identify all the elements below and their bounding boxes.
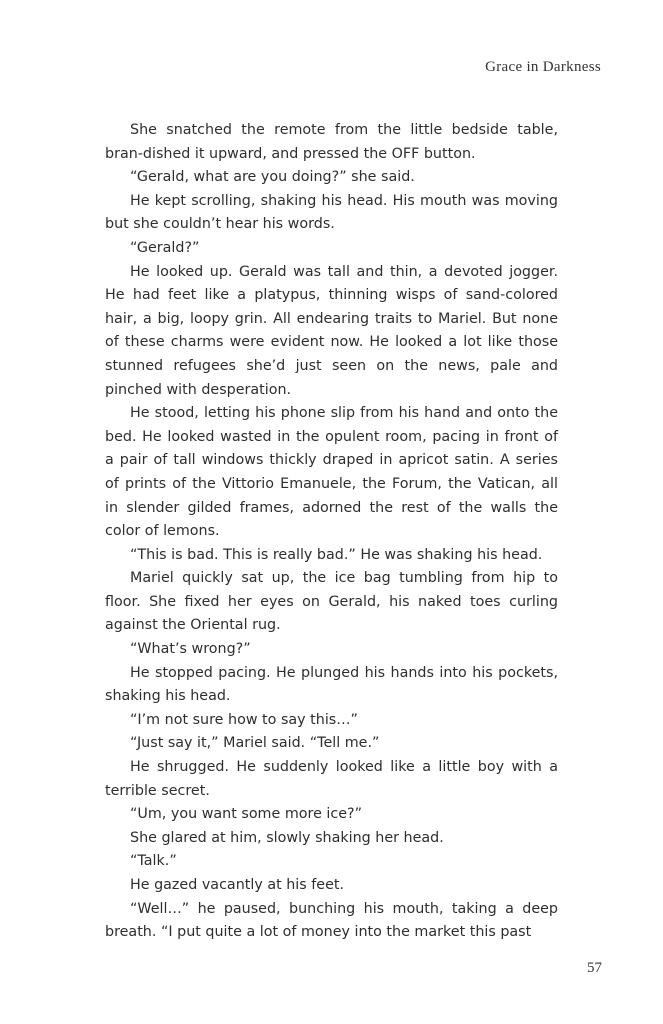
paragraph: He looked up. Gerald was tall and thin, a devoted jogger. He had feet like a platypus, thinning wisps of sand-colored hair, a big, loopy grin. All endearing traits to Mariel. But none of these charms were evident now. He looked a lot like those stunned refugees she’d just seen on the news, pale and pinched with desperation.	[105, 263, 558, 398]
paragraph: He kept scrolling, shaking his head. His mouth was moving but she couldn’t hear his words.	[105, 192, 558, 233]
paragraph: “This is bad. This is really bad.” He was shaking his head.	[130, 546, 543, 563]
paragraph: “I’m not sure how to say this…”	[130, 711, 358, 728]
paragraph: She glared at him, slowly shaking her head.	[130, 829, 444, 846]
page-number: 57	[587, 960, 602, 976]
paragraph: “Just say it,” Mariel said. “Tell me.”	[130, 735, 380, 752]
running-head: Grace in Darkness	[485, 59, 601, 75]
paragraph: He shrugged. He suddenly looked like a little boy with a terrible secret.	[105, 759, 558, 799]
paragraph: “Um, you want some more ice?”	[130, 806, 363, 823]
paragraph: He stopped pacing. He plunged his hands into his pockets, shaking his head.	[105, 664, 558, 705]
paragraph: She snatched the remote from the little bedside table, bran-dished it upward, and pressed the OFF button.	[105, 122, 558, 162]
paragraph: “Gerald, what are you doing?” she said.	[130, 169, 415, 186]
paragraph: He stood, letting his phone slip from his hand and onto the bed. He looked wasted in the opulent room, pacing in front of a pair of tall windows thickly draped in apricot satin. A series of prints of the Vittorio Emanuele, the Forum, the Vatican, all in slender gilded frames, adorned the rest of the walls the color of lemons.	[105, 405, 558, 540]
paragraph: He gazed vacantly at his feet.	[130, 877, 345, 893]
body-text	[105, 119, 558, 945]
paragraph: “Talk.”	[130, 853, 177, 870]
paragraph: “What’s wrong?”	[130, 641, 251, 658]
paragraph: “Gerald?”	[130, 239, 200, 256]
paragraph: “Well…” he paused, bunching his mouth, taking a deep breath. “I put quite a lot of money into the market this past	[105, 900, 558, 941]
paragraph: Mariel quickly sat up, the ice bag tumbling from hip to floor. She fixed her eyes on Gerald, his naked toes curling against the Oriental rug.	[105, 570, 558, 634]
